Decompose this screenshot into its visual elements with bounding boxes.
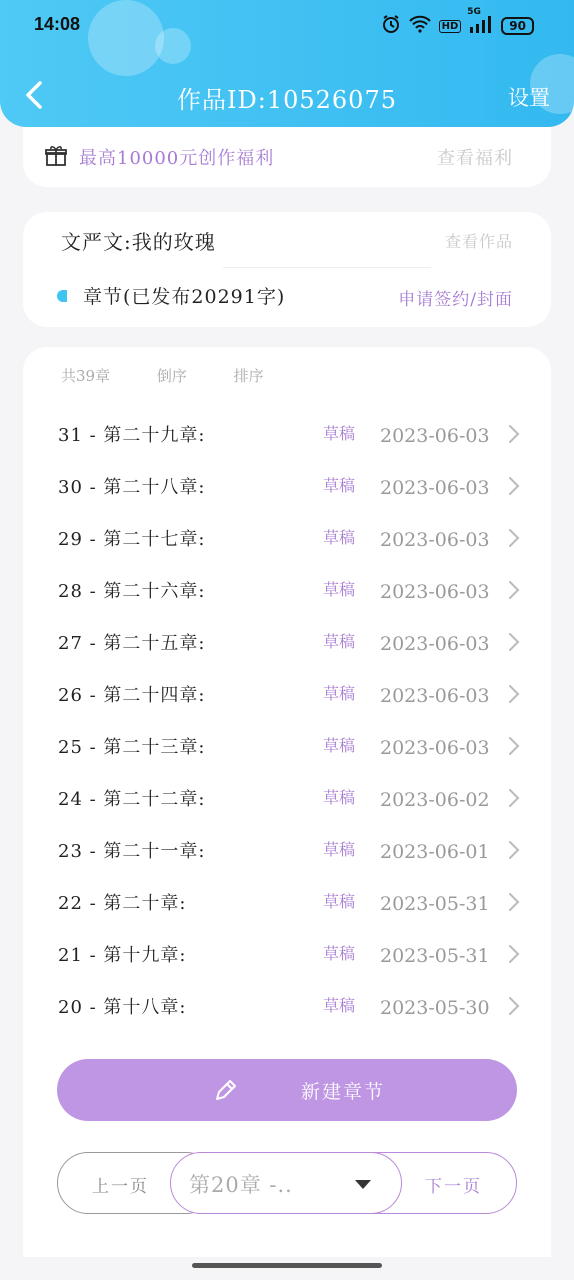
- chevron-right-icon: [507, 787, 521, 809]
- chapter-rows: [23, 407, 551, 1031]
- gift-icon: [45, 145, 67, 167]
- chapter-date: 2023-06-03: [380, 529, 490, 551]
- chapter-row[interactable]: [23, 719, 551, 771]
- chapter-status: 草稿: [323, 892, 356, 911]
- chapter-title: 30 - 第二十八章:: [58, 477, 206, 498]
- view-welfare-link[interactable]: 查看福利: [437, 148, 513, 169]
- chapter-title: 20 - 第十八章:: [58, 997, 187, 1018]
- new-chapter-label: 新建章节: [301, 1081, 386, 1103]
- nav-bar: [0, 70, 574, 120]
- chapter-summary: 章节(已发布20291字): [83, 286, 286, 308]
- chevron-right-icon: [507, 995, 521, 1017]
- chapter-status: 草稿: [323, 476, 356, 495]
- chevron-right-icon: [507, 475, 521, 497]
- divider: [223, 267, 431, 268]
- chevron-right-icon: [507, 839, 521, 861]
- chapter-title: 29 - 第二十七章:: [58, 529, 206, 550]
- chapter-list-card: [23, 347, 551, 1257]
- chapter-status: 草稿: [323, 840, 356, 859]
- chapter-status: 草稿: [323, 736, 356, 755]
- chapter-row[interactable]: [23, 459, 551, 511]
- chapter-row[interactable]: [23, 667, 551, 719]
- wifi-icon: [409, 15, 431, 37]
- welfare-banner[interactable]: [23, 127, 551, 187]
- signal-icon: [467, 7, 493, 37]
- settings-button[interactable]: 设置: [508, 86, 550, 110]
- chevron-right-icon: [507, 735, 521, 757]
- hd-badge: HD: [439, 20, 462, 33]
- chapter-row[interactable]: [23, 511, 551, 563]
- work-card: [23, 212, 551, 327]
- chapter-status: 草稿: [323, 944, 356, 963]
- chapter-title: 21 - 第十九章:: [58, 945, 187, 966]
- sort-button[interactable]: 排序: [233, 367, 264, 385]
- chapter-status: 草稿: [323, 996, 356, 1015]
- next-page-label: 下一页: [425, 1177, 482, 1197]
- chapter-row[interactable]: [23, 407, 551, 459]
- work-name: 文严文:我的玫瑰: [61, 230, 216, 254]
- chevron-right-icon: [507, 943, 521, 965]
- page-select[interactable]: [170, 1152, 402, 1214]
- prev-page-label: 上一页: [92, 1177, 149, 1197]
- view-work-link[interactable]: 查看作品: [444, 232, 513, 251]
- chapter-date: 2023-06-03: [380, 685, 490, 707]
- chapter-status: 草稿: [323, 580, 356, 599]
- status-icons: [381, 7, 534, 38]
- chapter-row[interactable]: [23, 771, 551, 823]
- home-indicator[interactable]: [192, 1263, 382, 1268]
- list-toolbar: [61, 365, 306, 386]
- new-chapter-button[interactable]: [57, 1059, 517, 1121]
- pencil-icon: [213, 1077, 239, 1103]
- status-bar: [0, 0, 574, 50]
- chapter-row[interactable]: [23, 927, 551, 979]
- chapter-row[interactable]: [23, 563, 551, 615]
- chapter-title: 31 - 第二十九章:: [58, 425, 206, 446]
- page-title: 作品ID:10526075: [177, 86, 397, 114]
- chapter-status: 草稿: [323, 528, 356, 547]
- chevron-right-icon: [507, 631, 521, 653]
- pagination: [57, 1152, 517, 1214]
- section-marker: [57, 290, 67, 302]
- chapter-title: 27 - 第二十五章:: [58, 633, 206, 654]
- chapter-status: 草稿: [323, 424, 356, 443]
- chapter-status: 草稿: [323, 632, 356, 651]
- chevron-right-icon: [507, 579, 521, 601]
- sign-cover-link[interactable]: 申请签约/封面: [398, 290, 513, 310]
- chapter-row[interactable]: [23, 615, 551, 667]
- chapter-date: 2023-06-02: [380, 789, 490, 811]
- chapter-date: 2023-06-03: [380, 581, 490, 603]
- caret-down-icon: [355, 1180, 371, 1189]
- battery-indicator: 90: [501, 17, 534, 35]
- alarm-icon: [381, 14, 401, 38]
- chevron-right-icon: [507, 423, 521, 445]
- chapter-status: 草稿: [323, 684, 356, 703]
- chapter-status: 草稿: [323, 788, 356, 807]
- chevron-right-icon: [507, 891, 521, 913]
- chapter-date: 2023-06-03: [380, 477, 490, 499]
- chapter-date: 2023-06-03: [380, 633, 490, 655]
- chapter-date: 2023-06-03: [380, 425, 490, 447]
- chapter-title: 24 - 第二十二章:: [58, 789, 206, 810]
- network-label: 5G: [467, 7, 481, 17]
- chapter-row[interactable]: [23, 979, 551, 1031]
- chapter-date: 2023-05-31: [380, 945, 490, 967]
- chapter-date: 2023-05-30: [380, 997, 490, 1019]
- chapter-title: 22 - 第二十章:: [58, 893, 187, 914]
- chapter-title: 23 - 第二十一章:: [58, 841, 206, 862]
- chapter-title: 28 - 第二十六章:: [58, 581, 206, 602]
- chapter-date: 2023-05-31: [380, 893, 490, 915]
- chapter-title: 26 - 第二十四章:: [58, 685, 206, 706]
- chevron-right-icon: [507, 527, 521, 549]
- chapter-date: 2023-06-03: [380, 737, 490, 759]
- header: [0, 0, 574, 127]
- chapter-title: 25 - 第二十三章:: [58, 737, 206, 758]
- reverse-order-button[interactable]: 倒序: [156, 367, 187, 385]
- chapter-row[interactable]: [23, 875, 551, 927]
- chevron-right-icon: [507, 683, 521, 705]
- chapter-date: 2023-06-01: [380, 841, 490, 863]
- page-select-value: 第20章 -..: [189, 1173, 293, 1197]
- welfare-text: 最高10000元创作福利: [79, 148, 275, 169]
- chapter-row[interactable]: [23, 823, 551, 875]
- status-time: 14:08: [34, 14, 81, 34]
- chapter-count: 共39章: [61, 367, 111, 385]
